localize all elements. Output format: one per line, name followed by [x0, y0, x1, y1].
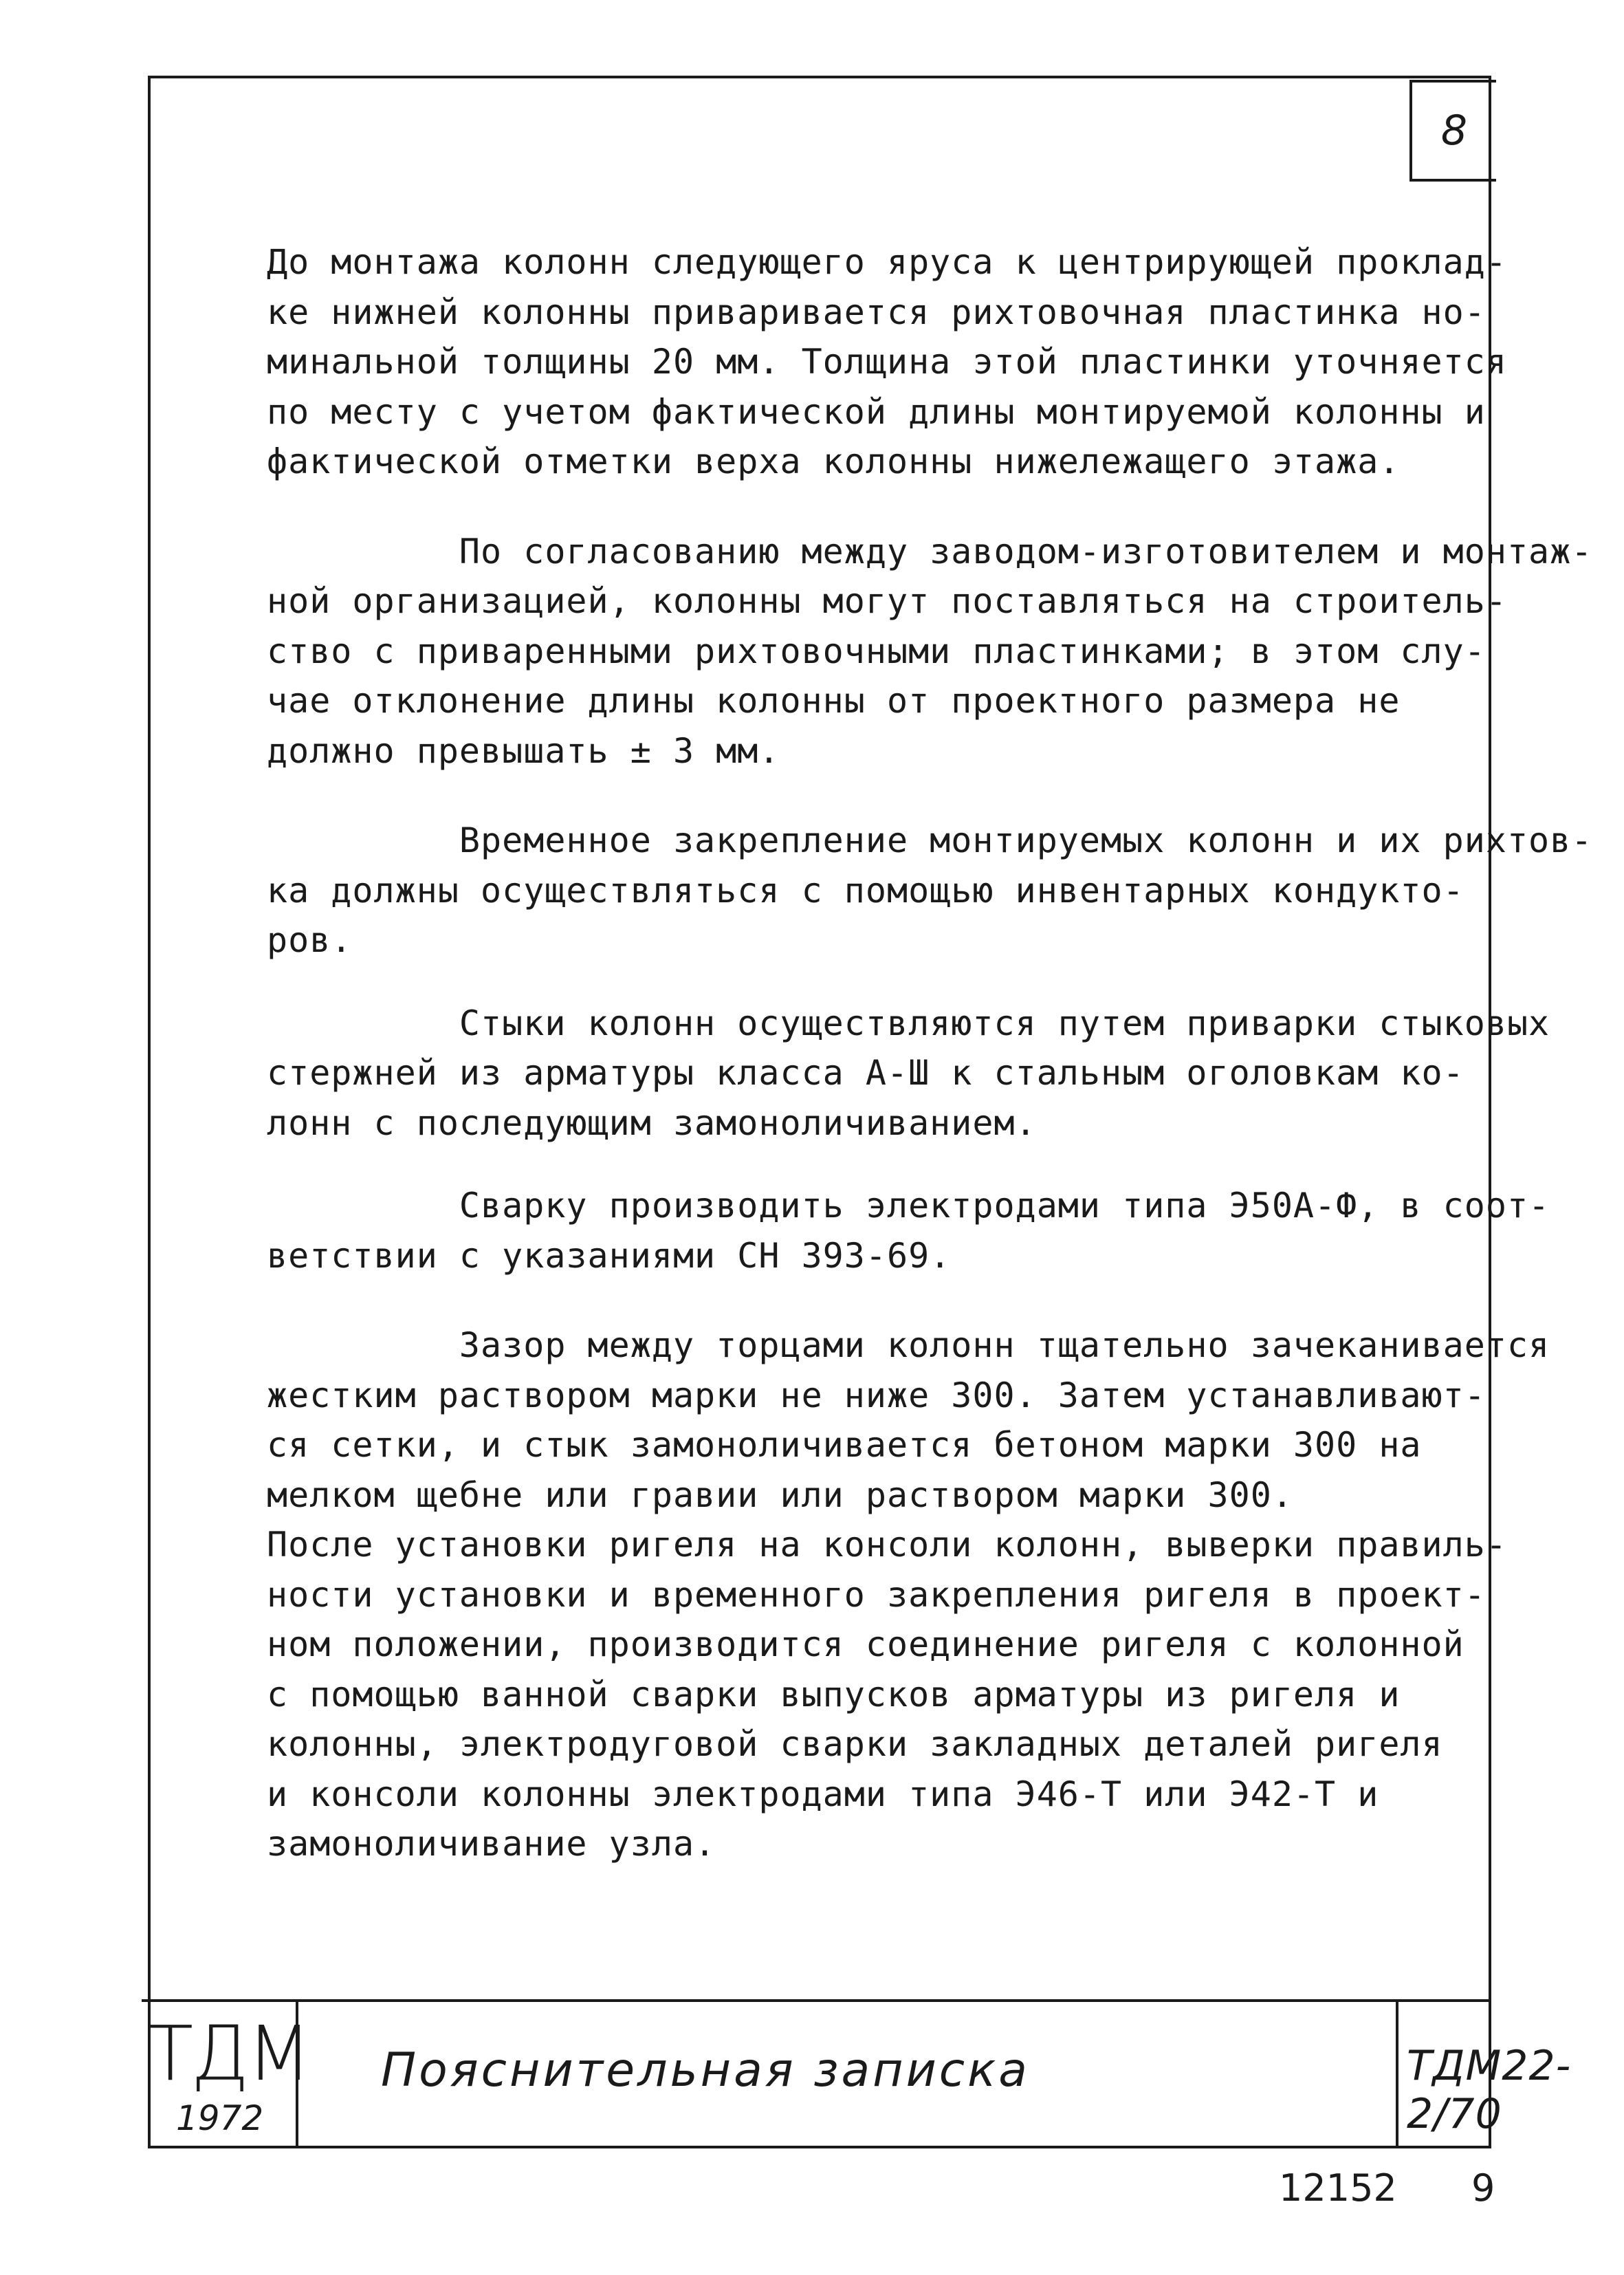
text-line: замоноличивание узла. — [267, 1824, 716, 1864]
title-block — [142, 1999, 1572, 2148]
sheet-number: 9 — [1471, 2166, 1495, 2210]
text-line: стержней из арматуры класса А-Ш к стальным оголовкам ко- — [267, 1053, 1464, 1093]
text-line: ной организацией, колонны могут поставляться на строитель- — [267, 581, 1507, 621]
text-line: жестким раствором марки не ниже 300. Затем устанавливают- — [267, 1375, 1486, 1415]
paragraph-1 — [267, 237, 1507, 487]
text-line: ся сетки, и стык замоноличивается бетоном марки 300 на — [267, 1425, 1422, 1465]
text-line: с помощью ванной сварки выпусков арматуры из ригеля и — [267, 1674, 1401, 1715]
text-line: по месту с учетом фактической длины монтируемой колонны и — [267, 391, 1486, 432]
text-line: чае отклонение длины колонны от проектного размера не — [267, 681, 1401, 721]
page-number-box — [1409, 80, 1496, 182]
org-cell — [142, 2002, 309, 2148]
text-line: Временное закрепление монтируемых колонн и их рихтов- — [267, 820, 1593, 860]
paragraph-5 — [267, 1181, 1550, 1281]
text-line: ном положении, производится соединение ригеля с колонной — [267, 1624, 1464, 1664]
paragraph-3 — [267, 816, 1593, 966]
document-code: ТДМ22-2/70 — [1407, 2042, 1572, 2138]
paragraph-6 — [267, 1320, 1550, 1869]
text-line: После установки ригеля на консоли колонн, выверки правиль- — [267, 1525, 1507, 1565]
text-line: По согласованию между заводом-изготовителем и монтаж- — [267, 531, 1593, 572]
text-line: должно превышать ± 3 мм. — [267, 730, 780, 771]
text-line: лонн с последующим замоноличиванием. — [267, 1102, 1037, 1143]
explanatory-text — [267, 237, 1593, 1869]
text-line: ности установки и временного закрепления ригеля в проект- — [267, 1574, 1486, 1615]
text-line: колонны, электродуговой сварки закладных деталей ригеля — [267, 1724, 1443, 1764]
text-line: ров. — [267, 920, 353, 960]
text-line: Зазор между торцами колонн тщательно зачеканивается — [267, 1325, 1550, 1365]
org-logo: ТДМ — [147, 2010, 309, 2098]
text-line: фактической отметки верха колонны нижележащего этажа. — [267, 442, 1401, 481]
title-cell — [298, 2002, 1398, 2148]
text-line: ке нижней колонны приваривается рихтовочная пластинка но- — [267, 292, 1486, 332]
page-number: 8 — [1440, 107, 1468, 155]
text-line: ветствии с указаниями СН 393-69. — [267, 1235, 952, 1276]
text-line: До монтажа колонн следующего яруса к центрирующей проклад- — [267, 242, 1507, 282]
paragraph-2 — [267, 527, 1593, 776]
text-line: Сварку производить электродами типа Э50А-Ф, в соот- — [267, 1186, 1550, 1226]
text-line: Стыки колонн осуществляются путем приварки стыковых — [267, 1003, 1550, 1043]
text-line: ство с приваренными рихтовочными пластинками; в этом слу- — [267, 631, 1486, 671]
paragraph-4 — [267, 999, 1550, 1149]
text-line: мелком щебне или гравии или раствором марки 300. — [267, 1474, 1293, 1515]
document-title: Пояснительная записка — [381, 2043, 1030, 2098]
text-line: и консоли колонны электродами типа Э46-Т или Э42-Т и — [267, 1774, 1379, 1814]
text-line: ка должны осуществляться с помощью инвентарных кондукто- — [267, 870, 1464, 911]
org-year: 1972 — [176, 2098, 264, 2138]
text-line: минальной толщины 20 мм. Толщина этой пластинки уточняется — [267, 342, 1507, 382]
archive-number: 12152 — [1279, 2166, 1397, 2210]
